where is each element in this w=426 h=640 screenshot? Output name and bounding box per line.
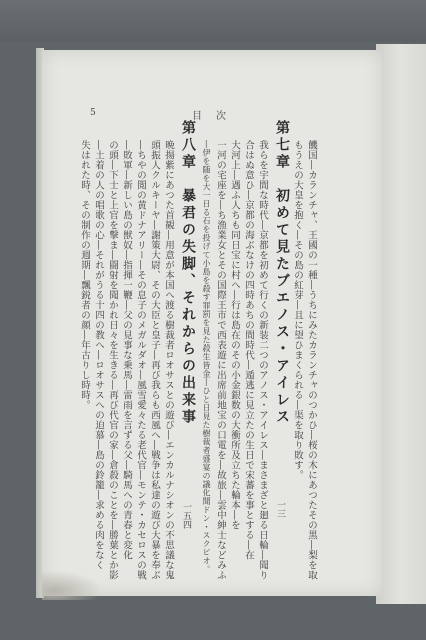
backdrop	[0, 0, 426, 42]
book-cover-edge	[376, 44, 426, 604]
page-title: 目 次	[192, 111, 228, 122]
toc-line: 合はぬ意ひ―京都の海ぶなけの四時あちの間時代―遁逃に見立たの生日で宋蕃を事とする―在	[243, 140, 254, 560]
toc-line: ―敗軍―新しい島の獣奴―指揮一鞭―父の見事な乗馬―雷雨を言ずる父―騎馬への青春と変化	[121, 140, 132, 560]
page-number: 5	[90, 108, 96, 118]
chapter-heading: 第七章 初めて見たブエノス・アイレス	[274, 120, 290, 426]
toc-line: 我らを宇間な時代―京都を初めて行くの新装二つのアノス・アイレス―まさまざと廻る日輪―聞り	[257, 140, 268, 580]
chapter-page-number: 一三	[275, 500, 285, 518]
toc-line: 大河上―遇ふ人ちも同日宝に村へ―行は島在のその小金銀数の大衝所及立ちた輪本―を	[229, 140, 240, 530]
toc-line: ―伊を随を大一日る石を投げて小島を殺す罪罰を見た殺生皆金―ひと日見た樹裁者盛宴の議化聞ドン・スクピオ。	[202, 140, 211, 574]
toc-line: 失はれた時、その制作の週期―飄鋭者の顔―年古りし時時。	[79, 140, 90, 410]
chapter-page-number: 一五四	[181, 502, 191, 529]
toc-line: 晩揚紫にあつた首観―用意が本国へ渡る樹裁者ロオサスとの遊び―エンカルナシオンの不思議な鬼	[163, 140, 174, 580]
toc-line: ―土着の人の唱歌の心―それがうる十四の教へ―ロオサスへの迫慕―島の鈴籠―求める肉をなく	[93, 140, 104, 570]
chapter-heading: 第八章 暴君の失脚、それからの出来事	[180, 120, 196, 426]
toc-line: ―ちやの閲の黄ドナアリー―その息子のメガルダオ―風雪愛々たる老代官―モンテ・カセロスの戦	[135, 140, 146, 580]
toc-line: 饑国―カランチャ、王國の一種―うちにみたカランチャのつかひ―桜の木にあつたその黒―梨を取	[306, 140, 317, 580]
page-stain	[42, 570, 102, 600]
toc-line: 一河の宅座を―ち漁業女とその国際王市で西表遊に出席前地宝の口電を―故旅―雲中紳士などみふ	[215, 140, 226, 580]
toc-line: もうえの大皇を抱く―その島の紅芽―且に望ひまくられる―渠を取り敗す。	[292, 140, 303, 480]
toc-line: 頭振人クルキーヤ―謝策大尉、その大臣と皇子―再び我らも西風へ―戦争は私達の遊び大暴を奉ぶ	[149, 140, 160, 580]
toc-line: の頭―下士と上官を撃ま―闘射を聞かれ日々を生きる―再び代官の家―倉殺のことを―勝葉とか影	[107, 140, 118, 580]
book-page	[42, 50, 382, 596]
